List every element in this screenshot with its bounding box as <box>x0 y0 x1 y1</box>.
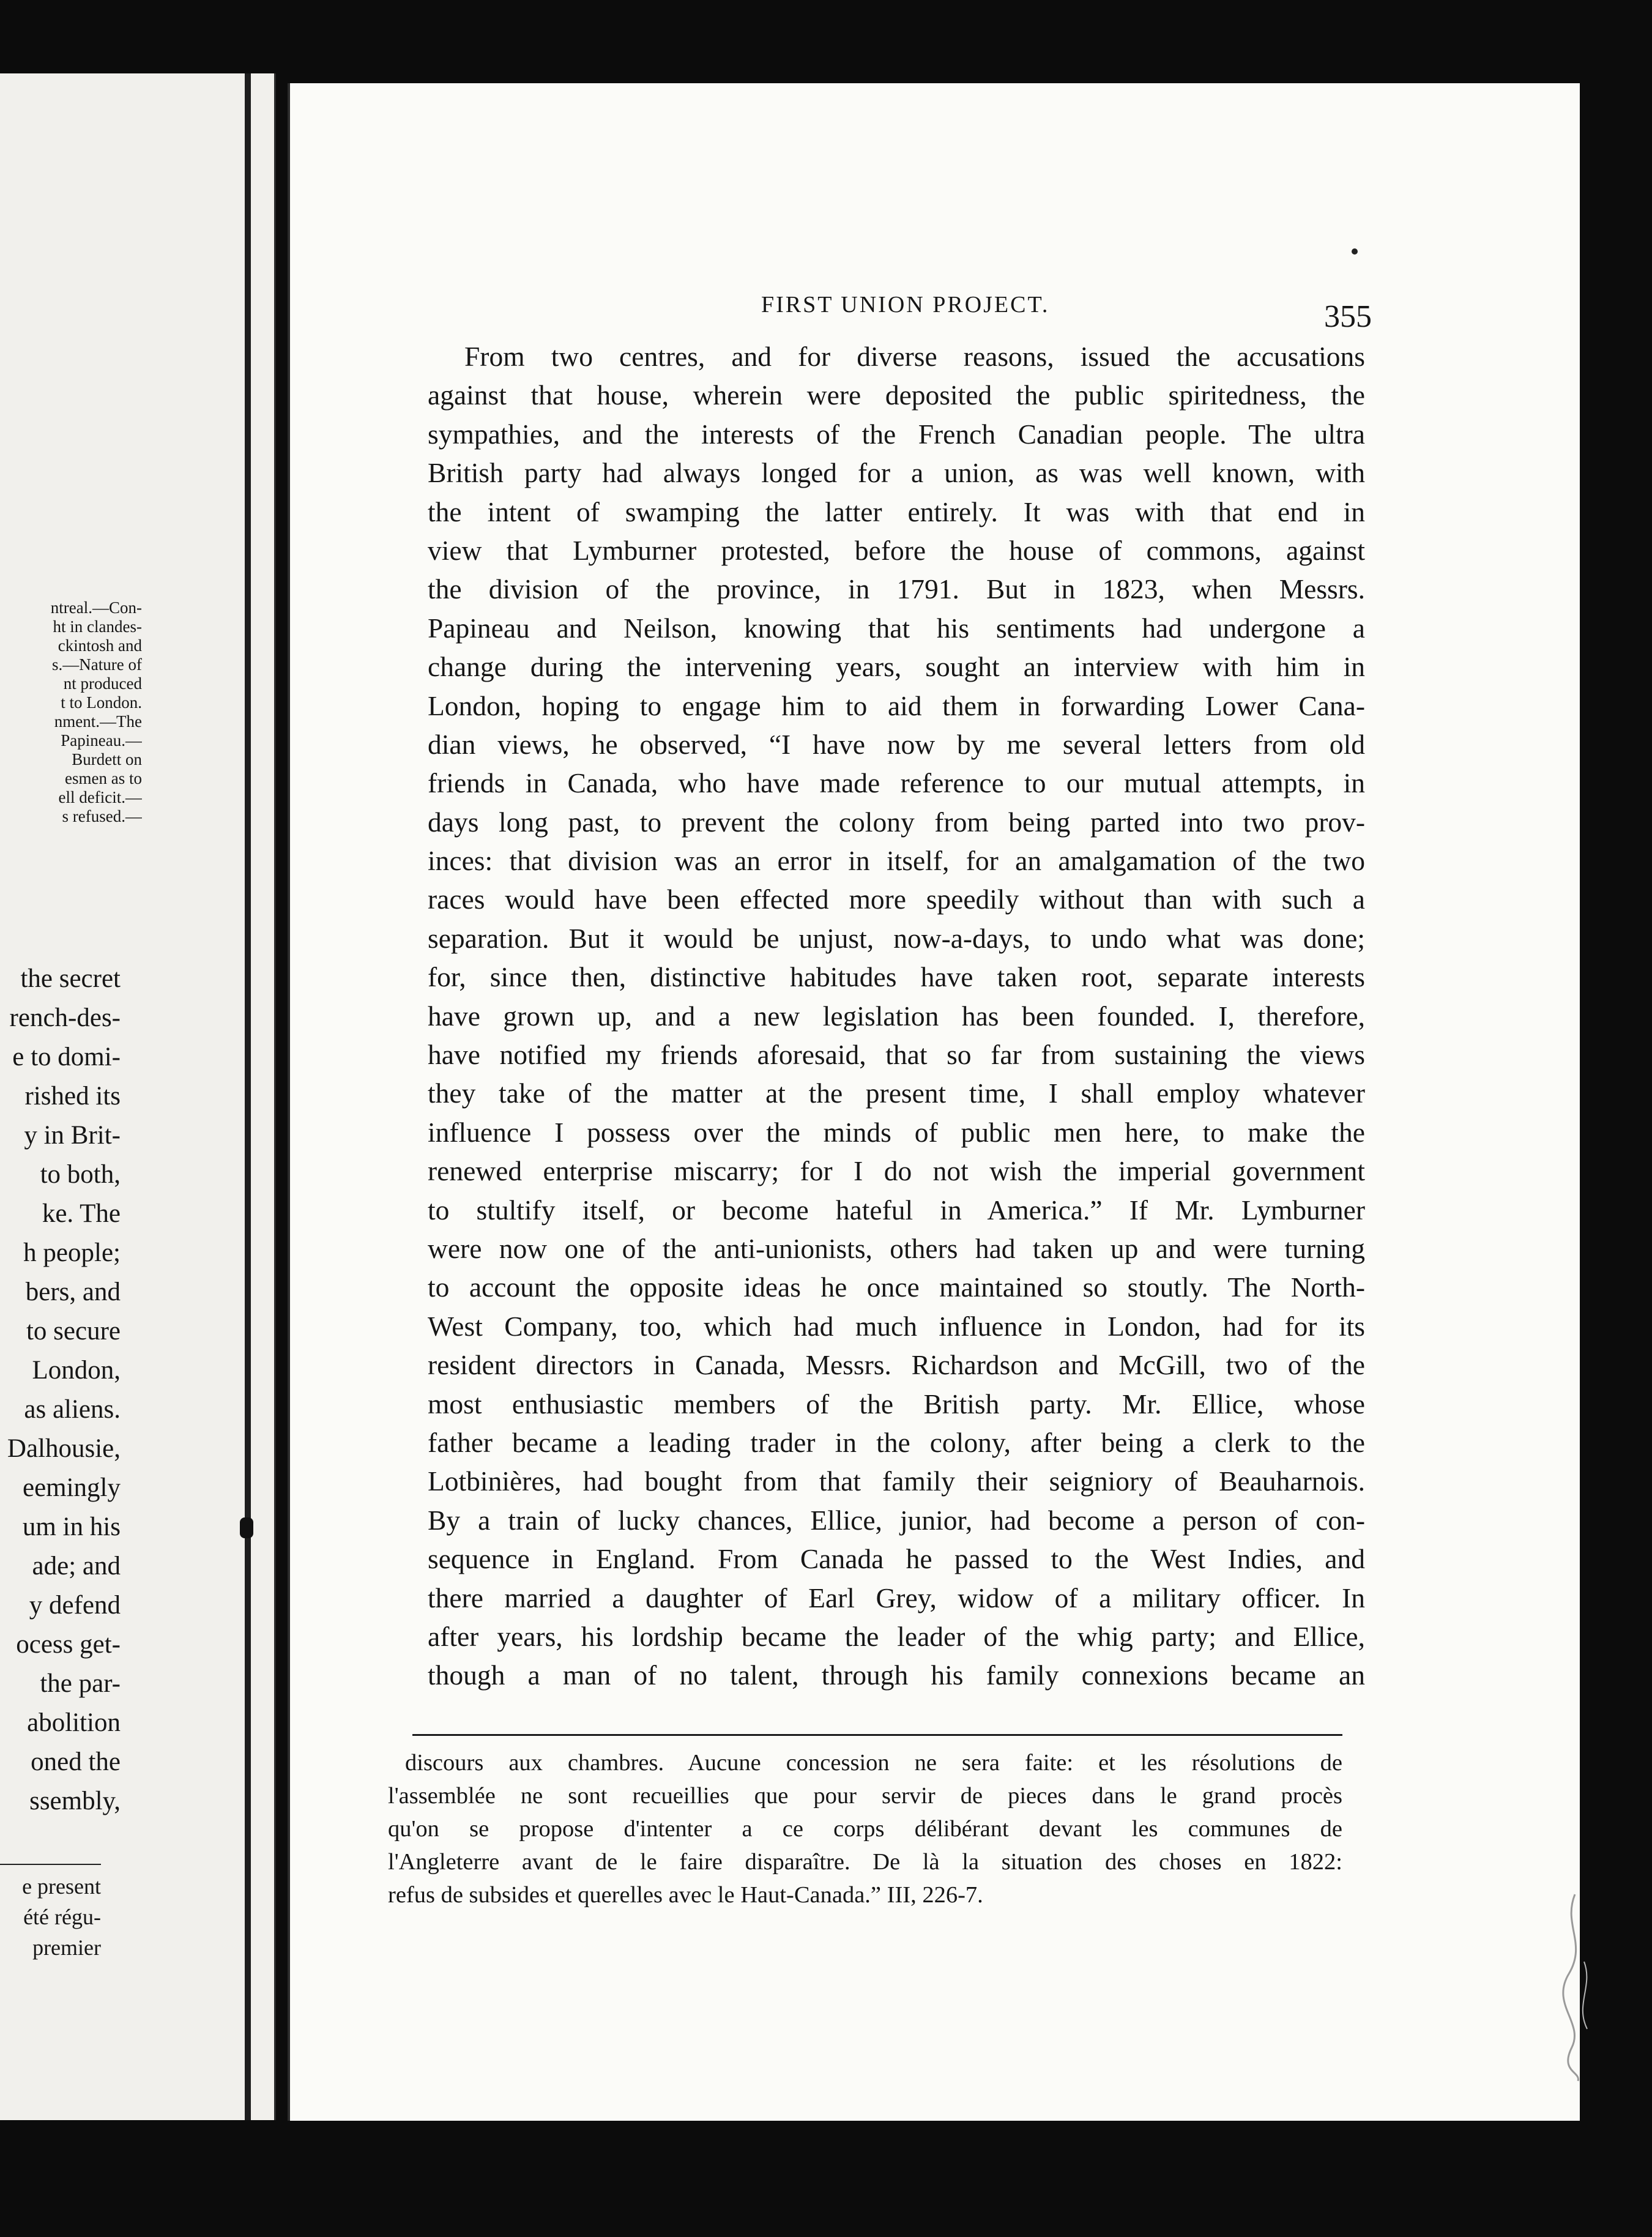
left-footnote-line: e present <box>22 1874 101 1899</box>
text-line: to account the opposite ideas he once maintained so stoutly. The North- <box>428 1271 1365 1303</box>
text-line: resident directors in Canada, Messrs. Richardson and McGill, two of the <box>428 1349 1365 1381</box>
sidenote-line: ell deficit.— <box>58 788 142 806</box>
sidenote-line: t to London. <box>61 693 142 712</box>
text-line: most enthusiastic members of the British party. Mr. Ellice, whose <box>428 1388 1365 1420</box>
text-line: they take of the matter at the present time, I shall employ whatever <box>428 1078 1365 1109</box>
text-line: renewed enterprise miscarry; for I do not wish the imperial government <box>428 1155 1365 1187</box>
left-body-line: the secret <box>20 964 121 993</box>
pencil-scribble-mark <box>1550 1888 1599 2084</box>
text-line: though a man of no talent, through his family connexions became an <box>428 1659 1365 1691</box>
print-speck <box>1352 248 1358 255</box>
left-body-line: ssembly, <box>29 1787 121 1815</box>
text-line: change during the intervening years, sought an interview with him in <box>428 651 1365 683</box>
text-line: to stultify itself, or become hateful in America.” If Mr. Lymburner <box>428 1194 1365 1226</box>
left-body-text <box>0 959 121 1821</box>
sidenote-line: ntreal.—Con- <box>50 598 142 617</box>
left-body-line: ke. The <box>42 1199 121 1228</box>
text-line: after years, his lordship became the leader of the whig party; and Ellice, <box>428 1620 1365 1652</box>
footnote <box>388 1746 1342 1911</box>
text-line: London, hoping to engage him to aid them in forwarding Lower Cana- <box>428 690 1365 721</box>
sidenote-line: esmen as to <box>65 769 142 787</box>
sidenote-line: Burdett on <box>72 750 142 769</box>
left-body-line: y in Brit- <box>24 1121 121 1150</box>
text-line: there married a daughter of Earl Grey, widow of a military officer. In <box>428 1582 1365 1614</box>
footnote-line: qu'on se propose d'intenter a ce corps délibérant devant les communes de <box>388 1816 1342 1842</box>
left-body-line: um in his <box>22 1513 121 1541</box>
text-line: West Company, too, which had much influence in London, had for its <box>428 1310 1365 1342</box>
text-line: influence I possess over the minds of public men here, to make the <box>428 1116 1365 1148</box>
text-line: the division of the province, in 1791. But in 1823, when Messrs. <box>428 573 1365 605</box>
text-line: sequence in England. From Canada he passed to the West Indies, and <box>428 1543 1365 1575</box>
footnote-line: discours aux chambres. Aucune concession ne sera faite: et les résolutions de <box>405 1750 1342 1776</box>
text-line: separation. But it would be unjust, now-a-days, to undo what was done; <box>428 922 1365 954</box>
page-gutter-shadow <box>245 73 251 2120</box>
binding-thread-mark <box>240 1517 253 1538</box>
left-body-line: rished its <box>24 1082 121 1111</box>
running-head: FIRST UNION PROJECT. <box>761 292 1050 318</box>
left-body-line: the par- <box>40 1669 121 1698</box>
left-body-line: London, <box>32 1356 121 1385</box>
left-body-line: rench-des- <box>9 1003 121 1032</box>
text-line: for, since then, distinctive habitudes have taken root, separate interests <box>428 961 1365 993</box>
left-body-line: e to domi- <box>12 1043 121 1071</box>
sidenote-line: nment.—The <box>54 712 142 731</box>
left-footnote-line: premier <box>32 1935 101 1960</box>
left-sidenote <box>0 598 142 826</box>
left-footnote <box>0 1871 101 1963</box>
text-line: have grown up, and a new legislation has been founded. I, therefore, <box>428 1000 1365 1032</box>
left-footnote-line: été régu- <box>23 1905 101 1929</box>
text-line: view that Lymburner protested, before the house of commons, against <box>428 534 1365 566</box>
left-body-line: oned the <box>31 1748 121 1776</box>
sidenote-line: ht in clandes- <box>53 617 142 636</box>
text-line: Papineau and Neilson, knowing that his sentiments had undergone a <box>428 612 1365 644</box>
sidenote-line: nt produced <box>63 674 142 693</box>
left-body-line: eemingly <box>22 1473 121 1502</box>
text-line: From two centres, and for diverse reasons, issued the accusations <box>464 341 1365 372</box>
page-number: 355 <box>1324 299 1372 334</box>
text-line: inces: that division was an error in itself, for an amalgamation of the two <box>428 845 1365 877</box>
left-body-line: Dalhousie, <box>7 1434 121 1463</box>
sidenote-line: ckintosh and <box>58 636 142 655</box>
text-line: have notified my friends aforesaid, that so far from sustaining the views <box>428 1039 1365 1071</box>
main-text <box>428 337 1365 1695</box>
text-line: By a train of lucky chances, Ellice, junior, had become a person of con- <box>428 1504 1365 1536</box>
text-line: Lotbinières, had bought from that family their seigniory of Beauharnois. <box>428 1465 1365 1497</box>
text-line: British party had always longed for a union, as was well known, with <box>428 457 1365 489</box>
text-line: were now one of the anti-unionists, others had taken up and were turning <box>428 1232 1365 1264</box>
text-line: sympathies, and the interests of the French Canadian people. The ultra <box>428 418 1365 450</box>
left-body-line: y defend <box>29 1591 121 1620</box>
text-line: days long past, to prevent the colony from being parted into two prov- <box>428 806 1365 838</box>
left-body-line: to both, <box>40 1160 121 1189</box>
sidenote-line: s refused.— <box>62 807 142 825</box>
left-body-line: abolition <box>27 1708 121 1737</box>
text-line: the intent of swamping the latter entirely. It was with that end in <box>428 496 1365 527</box>
left-body-line: ocess get- <box>16 1630 121 1659</box>
previous-page-edge <box>0 73 276 2120</box>
left-footnote-rule <box>0 1864 101 1865</box>
left-body-line: bers, and <box>25 1278 121 1306</box>
text-line: dian views, he observed, “I have now by me several letters from old <box>428 728 1365 760</box>
text-line: friends in Canada, who have made reference to our mutual attempts, in <box>428 767 1365 799</box>
sidenote-line: s.—Nature of <box>52 655 142 674</box>
left-body-line: to secure <box>26 1317 121 1346</box>
text-line: against that house, wherein were deposited the public spiritedness, the <box>428 379 1365 411</box>
text-line: races would have been effected more speedily without than with such a <box>428 884 1365 915</box>
left-body-line: as aliens. <box>24 1395 121 1424</box>
book-page <box>288 83 1580 2121</box>
footnote-line: l'Angleterre avant de le faire disparaître. De là la situation des choses en 1822: <box>388 1849 1342 1875</box>
footnote-line: refus de subsides et querelles avec le Haut-Canada.” III, 226-7. <box>388 1882 983 1908</box>
footnote-line: l'assemblée ne sont recueillies que pour servir de pieces dans le grand procès <box>388 1783 1342 1809</box>
left-body-line: h people; <box>23 1238 121 1267</box>
sidenote-line: Papineau.— <box>61 731 142 750</box>
footnote-rule <box>412 1734 1342 1736</box>
text-line: father became a leading trader in the colony, after being a clerk to the <box>428 1426 1365 1458</box>
left-body-line: ade; and <box>32 1552 121 1580</box>
